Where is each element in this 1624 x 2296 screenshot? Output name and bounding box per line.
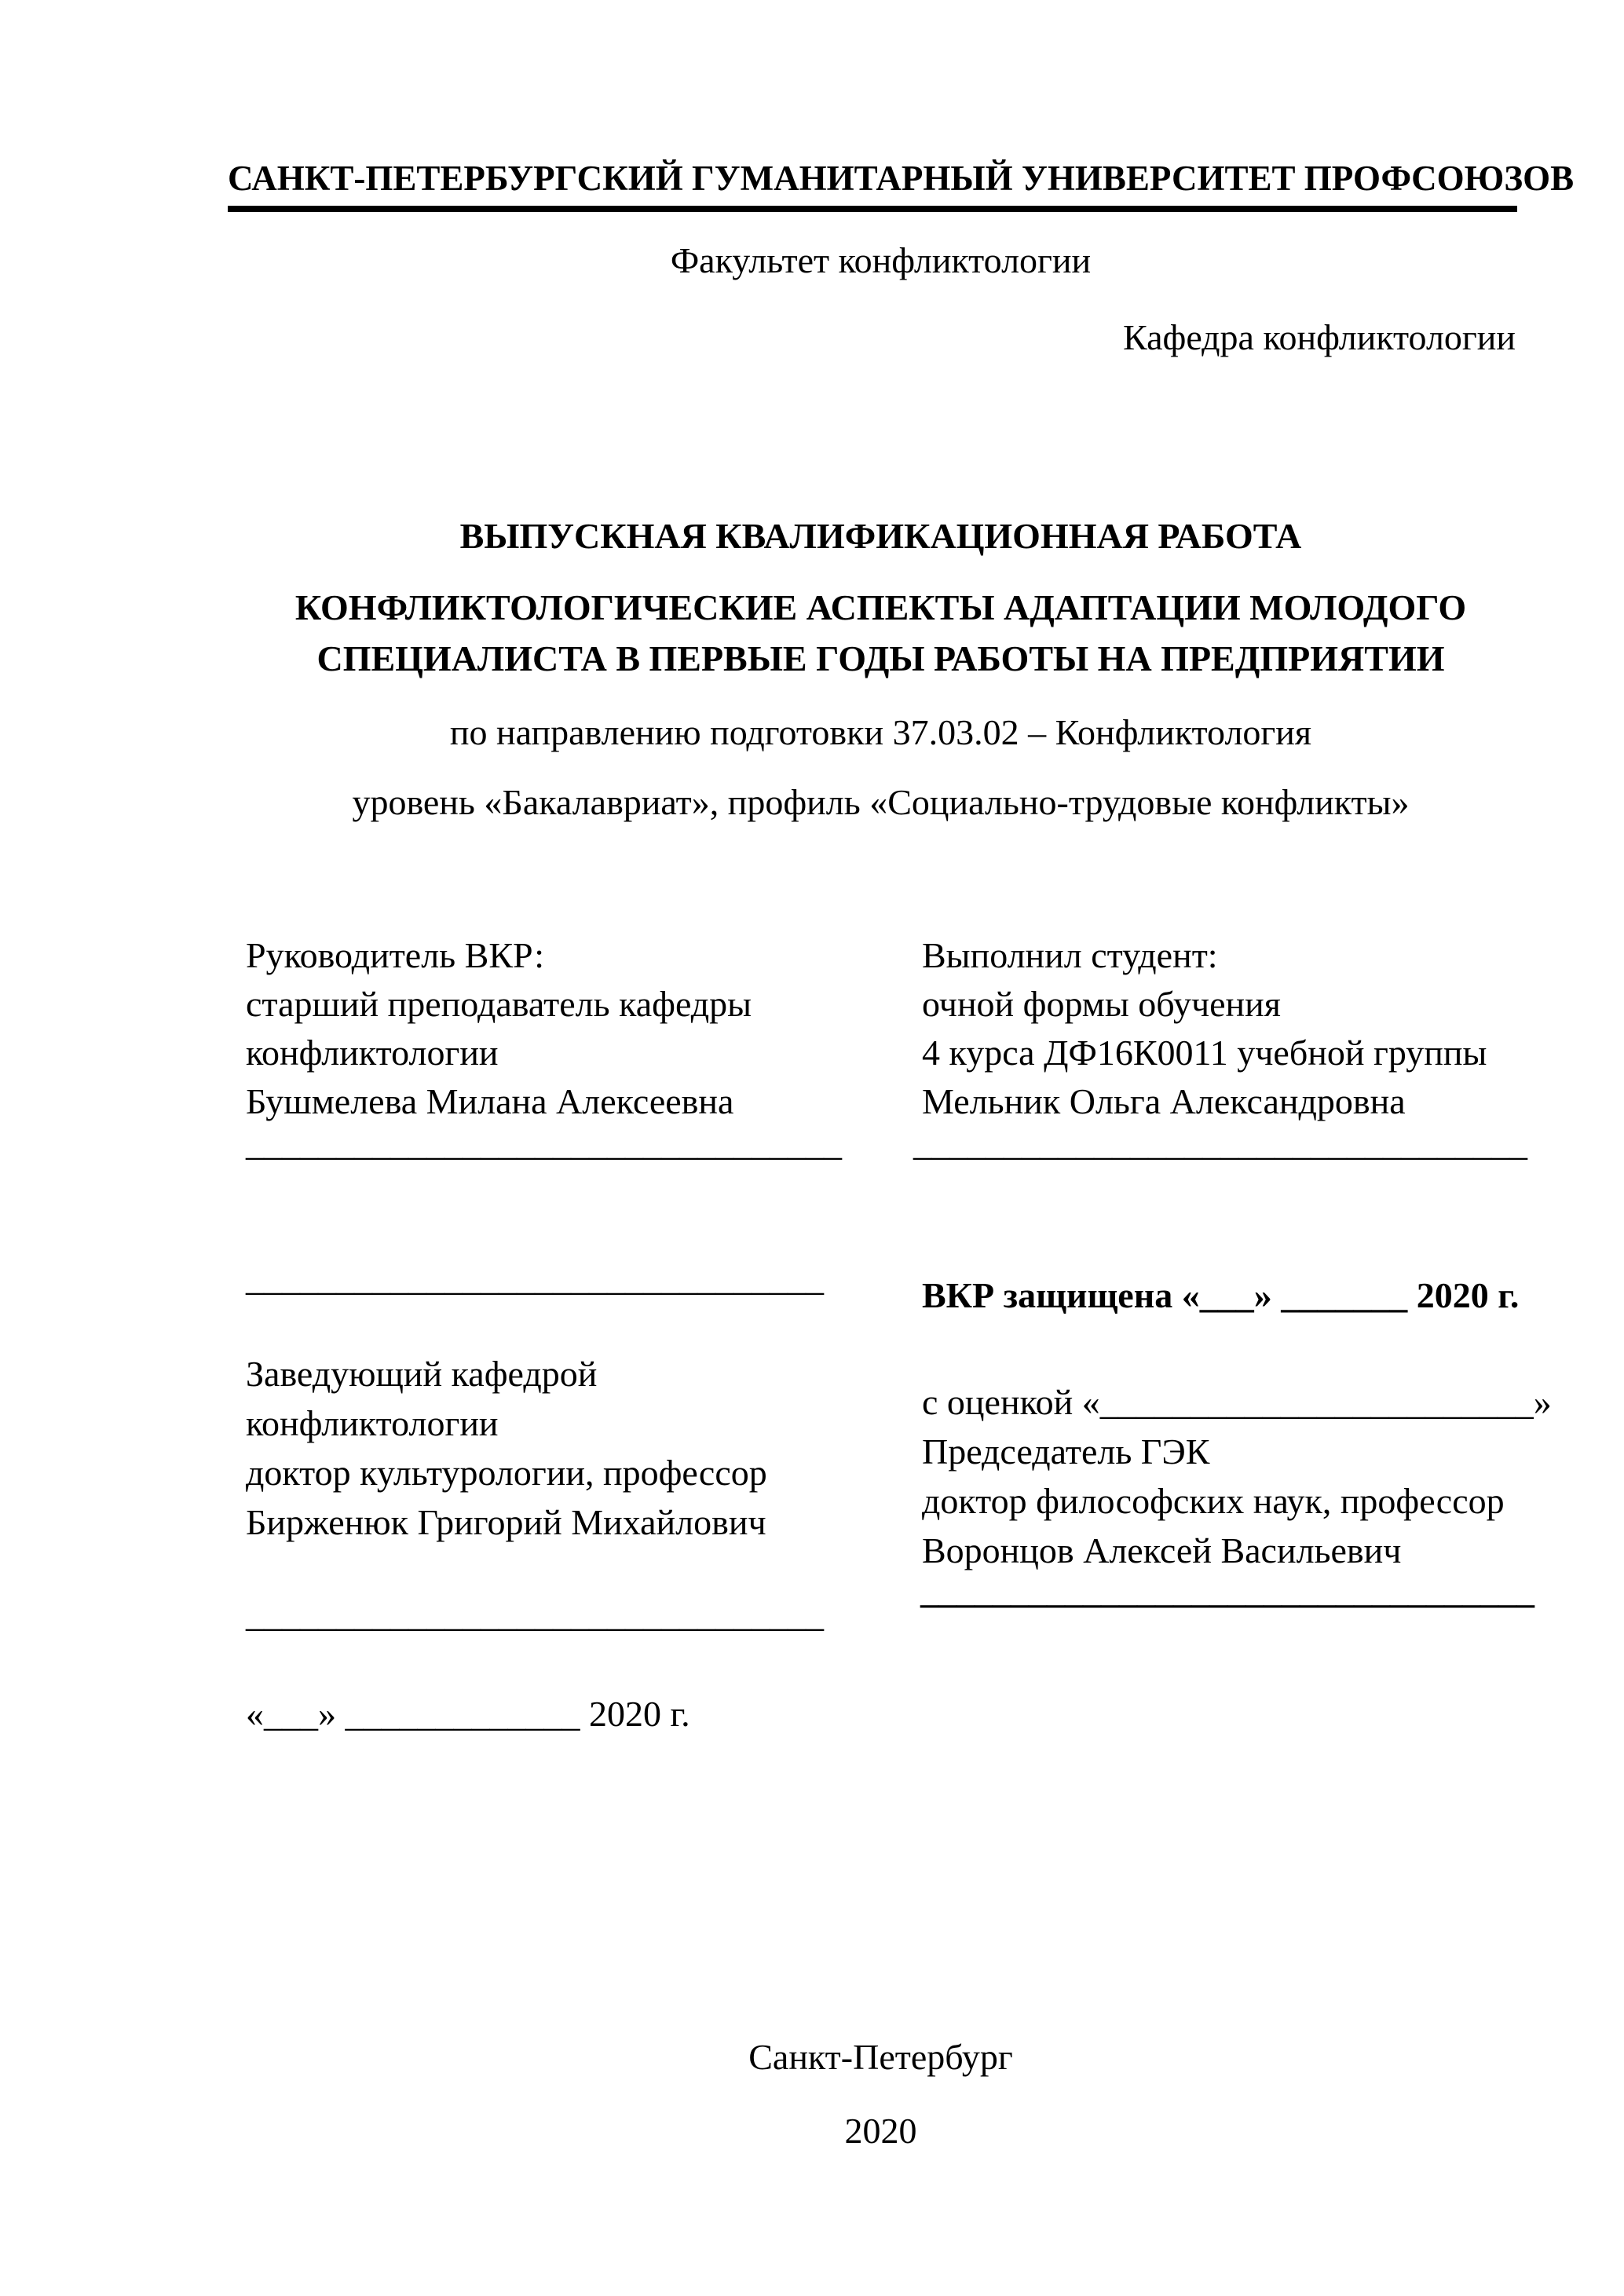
thesis-title-line-2: СПЕЦИАЛИСТА В ПЕРВЫЕ ГОДЫ РАБОТЫ НА ПРЕДПРИЯТИИ [316,638,1445,678]
year-line: 2020 [844,2111,917,2151]
defense-chair-name: Воронцов Алексей Васильевич [922,1530,1402,1570]
supervisor-position-line-2: конфликтологии [246,1033,499,1073]
thesis-title-line-1: КОНФЛИКТОЛОГИЧЕСКИЕ АСПЕКТЫ АДАПТАЦИИ МОЛОДОГО [294,587,1467,627]
level-profile-line: уровень «Бакалавриат», профиль «Социально-трудовые конфликты» [352,782,1410,822]
work-type-heading: ВЫПУСКНАЯ КВАЛИФИКАЦИОННАЯ РАБОТА [459,516,1302,556]
student-name: Мельник Ольга Александровна [922,1081,1406,1121]
defense-chair-label: Председатель ГЭК [922,1431,1210,1472]
head-position-line-2: конфликтологии [246,1403,499,1443]
city-line: Санкт-Петербург [748,2037,1013,2077]
student-form: очной формы обучения [922,984,1281,1024]
student-label: Выполнил студент: [922,935,1218,975]
head-degree: доктор культурологии, профессор [246,1453,767,1493]
head-of-department-signature-line-top: ________________________________ [246,1258,824,1298]
program-line: по направлению подготовки 37.03.02 – Конфликтология [449,712,1312,752]
head-of-department-signature-line-bottom: ________________________________ [246,1594,824,1634]
defense-block [922,1377,1550,1575]
head-name: Бирженюк Григорий Михайлович [246,1502,766,1542]
supervisor-name: Бушмелева Милана Алексеевна [246,1081,734,1121]
head-of-department-block [246,1349,874,1547]
defense-date-line: ВКР защищена «___» _______ 2020 г. [922,1275,1520,1315]
chair-signature-line: __________________________________ [920,1570,1534,1610]
student-signature-line: __________________________________ [913,1123,1527,1163]
faculty-line: Факультет конфликтологии [670,240,1092,280]
supervisor-signature-line: _________________________________ [246,1123,842,1163]
department-line: Кафедра конфликтологии [1123,317,1516,357]
head-position-line-1: Заведующий кафедрой [246,1354,598,1394]
defense-grade-line: с оценкой «________________________» [922,1382,1552,1422]
supervisor-block [246,931,874,1126]
student-block [922,931,1550,1126]
student-group: 4 курса ДФ16К0011 учебной группы [922,1033,1487,1073]
defense-chair-degree: доктор философских наук, профессор [922,1481,1505,1521]
head-of-department-date-line: «___» _____________ 2020 г. [246,1694,690,1734]
university-header: САНКТ-ПЕТЕРБУРГСКИЙ ГУМАНИТАРНЫЙ УНИВЕРСИТЕТ ПРОФСОЮЗОВ [228,155,1517,212]
supervisor-position-line-1: старший преподаватель кафедры [246,984,752,1024]
supervisor-label: Руководитель ВКР: [246,935,545,975]
